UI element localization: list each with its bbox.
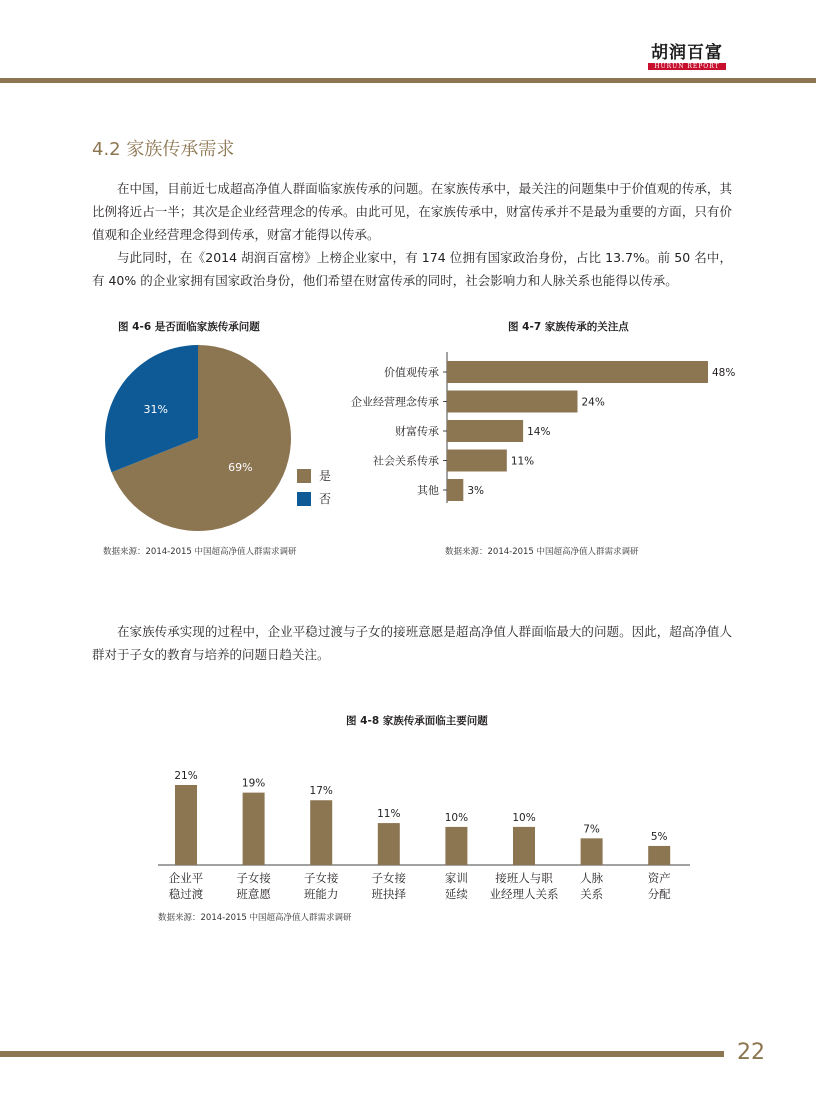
vbar-value-0: 21%: [174, 770, 198, 782]
vbar-category-1-line-1: 班意愿: [236, 887, 271, 901]
vbar-category-7-line-0: 资产: [647, 871, 671, 885]
vbar-category-3-line-1: 班抉择: [371, 887, 407, 901]
vbar-bar-1: [243, 793, 265, 865]
section-title: 4.2 家族传承需求: [92, 139, 235, 160]
hbar-value-0: 48%: [712, 367, 736, 379]
logo-chinese: 胡润百富: [651, 43, 723, 63]
vbar-value-5: 10%: [512, 811, 536, 824]
hbar-value-2: 14%: [527, 426, 551, 438]
logo-english: HURUN REPORT: [648, 63, 726, 70]
vbar-bar-7: [648, 846, 670, 865]
vbar-source: 数据来源：2014-2015 中国超高净值人群需求调研: [158, 913, 352, 923]
vbar-bar-0: [175, 785, 197, 865]
hbar-source: 数据来源：2014-2015 中国超高净值人群需求调研: [445, 547, 639, 557]
vbar-category-7-line-1: 分配: [647, 887, 671, 901]
vbar-category-4-line-1: 延续: [444, 887, 468, 901]
vbar-bar-4: [445, 827, 467, 865]
hbar-value-4: 3%: [467, 485, 484, 497]
vbar-category-2-line-0: 子女接: [303, 871, 339, 885]
vbar-value-4: 10%: [444, 811, 469, 824]
vbar-category-3-line-0: 子女接: [371, 871, 407, 885]
vbar-bar-2: [310, 800, 332, 865]
hbar-category-1: 企业经营理念传承: [351, 395, 439, 409]
vbar-category-5-line-1: 业经理人关系: [489, 887, 559, 901]
vbar-value-3: 11%: [377, 808, 401, 821]
vbar-category-0-line-1: 稳过渡: [168, 887, 204, 901]
paragraph: 在中国，目前近七成超高净值人群面临家族传承的问题。在家族传承中，最关注的问题集中于价值观的传承，其比例将近占一半；其次是企业经营理念的传承。由此可见，在家族传承中，财富传承并不是最为重要的方面，只有价值观和企业经营理念得到传承，财富才能得以传承。: [92, 181, 732, 242]
vbar-bar-6: [581, 838, 603, 865]
legend-label-no: 否: [319, 492, 332, 506]
hbar-value-1: 24%: [581, 396, 605, 409]
footer-rule: [0, 1051, 724, 1057]
vbar-category-4-line-0: 家训: [444, 871, 468, 885]
vbar-category-6-line-0: 人脉: [580, 871, 604, 885]
hbar-category-0: 价值观传承: [384, 366, 439, 379]
vbar-category-2-line-1: 班能力: [303, 887, 339, 901]
hbar-value-3: 11%: [510, 455, 535, 468]
vbar-value-6: 7%: [583, 823, 600, 836]
pie-source: 数据来源：2014-2015 中国超高净值人群需求调研: [103, 547, 297, 557]
vbar-bar-3: [378, 823, 400, 865]
pie-label-1: 31%: [143, 403, 168, 417]
legend-label-yes: 是: [319, 469, 332, 483]
page-number: 22: [737, 1040, 765, 1065]
vbar-category-6-line-1: 关系: [580, 887, 604, 901]
pie-label-0: 69%: [228, 460, 253, 474]
pie-chart-title: 图 4-6 是否面临家族传承问题: [118, 321, 260, 333]
vbar-value-7: 5%: [650, 830, 668, 843]
vbar-chart-title: 图 4-8 家族传承面临主要问题: [346, 715, 488, 727]
vbar-value-2: 17%: [309, 785, 333, 798]
paragraph: 在家族传承实现的过程中，企业平稳过渡与子女的接班意愿是超高净值人群面临最大的问题。因此，超高净值人群对于子女的教育与培养的问题日趋关注。: [92, 624, 732, 662]
paragraph: 与此同时，在《2014 胡润百富榜》上榜企业家中，有 174 位拥有国家政治身份，占比 13.7%。前 50 名中，有 40% 的企业家拥有国家政治身份，他们希望在财富传承的同时，社会影响力和人脉关系也能得以传承。: [92, 250, 732, 288]
hbar-category-4: 其他: [417, 484, 439, 497]
hbar-chart-title: 图 4-7 家族传承的关注点: [508, 321, 629, 333]
hbar-category-2: 财富传承: [395, 425, 439, 438]
vbar-category-0-line-0: 企业平: [168, 871, 204, 885]
vbar-category-1-line-0: 子女接: [236, 871, 271, 885]
hbar-category-3: 社会关系传承: [373, 454, 439, 468]
vbar-value-1: 19%: [241, 777, 266, 790]
vbar-bar-5: [513, 827, 535, 865]
vbar-category-5-line-0: 接班人与职: [495, 871, 553, 885]
